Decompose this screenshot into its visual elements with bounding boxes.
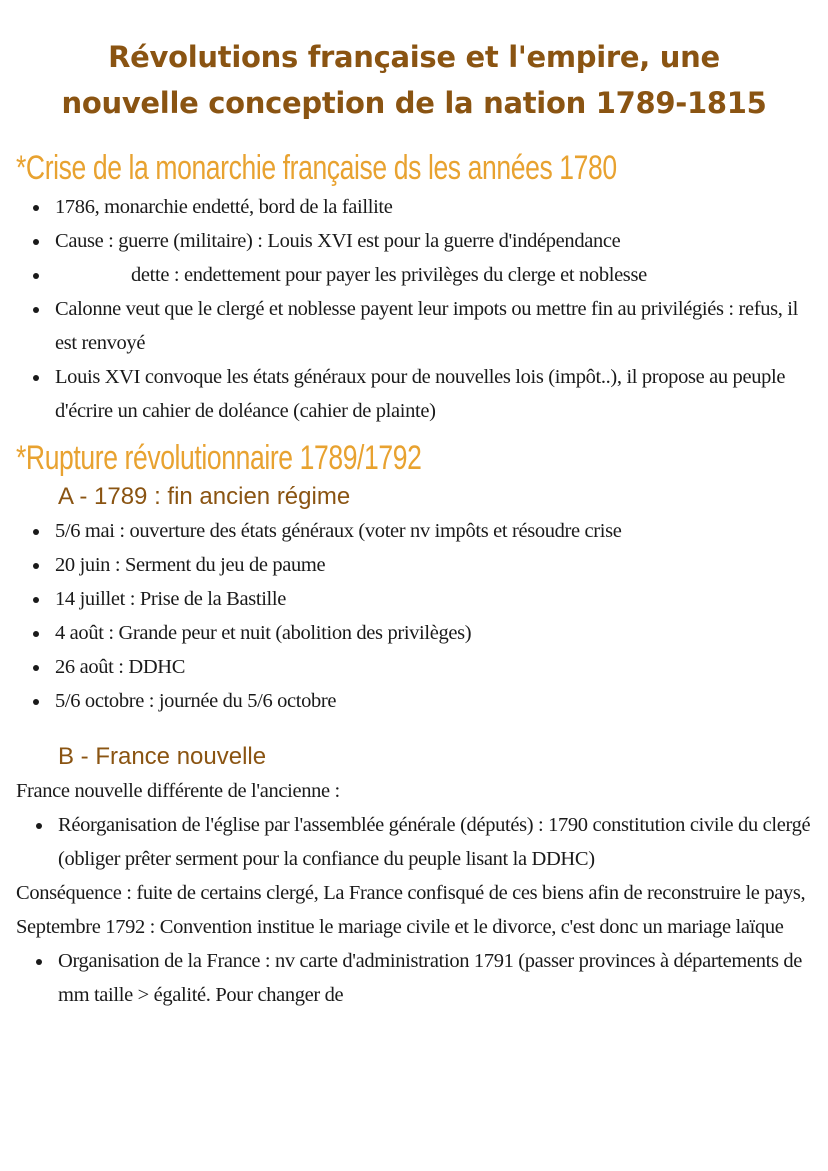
subB-intro: France nouvelle différente de l'ancienne : xyxy=(16,780,340,802)
list-item: Louis XVI convoque les états généraux pour de nouvelles lois (impôt..), il propose au peuple d'écrire un cahier de doléance (cahier de plainte) xyxy=(55,360,812,428)
list-item: Organisation de la France : nv carte d'administration 1791 (passer provinces à départements de mm taille > égalité. Pour changer de xyxy=(58,944,812,1012)
subA-bullet-list xyxy=(16,514,812,718)
list-item-text: dette : endettement pour payer les privilèges du clerge et noblesse xyxy=(131,264,647,286)
title-line-2: nouvelle conception de la nation 1789-1815 xyxy=(61,86,767,120)
list-item xyxy=(55,258,812,292)
list-item: 20 juin : Serment du jeu de paume xyxy=(55,548,812,582)
section1-bullet-list xyxy=(16,190,812,428)
consequence-paragraph: Conséquence : fuite de certains clergé, La France confisqué de ces biens afin de reconstruire le pays, Septembre 1792 : Convention institue le mariage civile et le divorce, c'est donc un mariage laïque xyxy=(16,882,806,938)
list-item: 5/6 octobre : journée du 5/6 octobre xyxy=(55,684,812,718)
sub-heading-b: B - France nouvelle xyxy=(58,743,267,770)
subB-bullet-list-2 xyxy=(16,944,812,1012)
list-item: Calonne veut que le clergé et noblesse payent leur impots ou mettre fin au privilégiés : refus, il est renvoyé xyxy=(55,292,812,360)
list-item: 5/6 mai : ouverture des états généraux (voter nv impôts et résoudre crise xyxy=(55,514,812,548)
section-heading-rupture: *Rupture révolutionnaire 1789/1792 xyxy=(16,439,422,477)
list-item: 4 août : Grande peur et nuit (abolition des privilèges) xyxy=(55,616,812,650)
list-item: Réorganisation de l'église par l'assemblée générale (députés) : 1790 constitution civile du clergé (obliger prêter serment pour la confiance du peuple lisant la DDHC) xyxy=(58,808,812,876)
list-item: Cause : guerre (militaire) : Louis XVI est pour la guerre d'indépendance xyxy=(55,224,812,258)
subB-bullet-list-1 xyxy=(16,808,812,876)
list-item: 26 août : DDHC xyxy=(55,650,812,684)
document-title xyxy=(16,0,812,126)
title-line-1: Révolutions française et l'empire, une xyxy=(108,40,720,74)
sub-heading-a: A - 1789 : fin ancien régime xyxy=(58,483,351,510)
section-heading-crise: *Crise de la monarchie française ds les années 1780 xyxy=(16,149,617,187)
list-item: 14 juillet : Prise de la Bastille xyxy=(55,582,812,616)
list-item: 1786, monarchie endetté, bord de la faillite xyxy=(55,190,812,224)
